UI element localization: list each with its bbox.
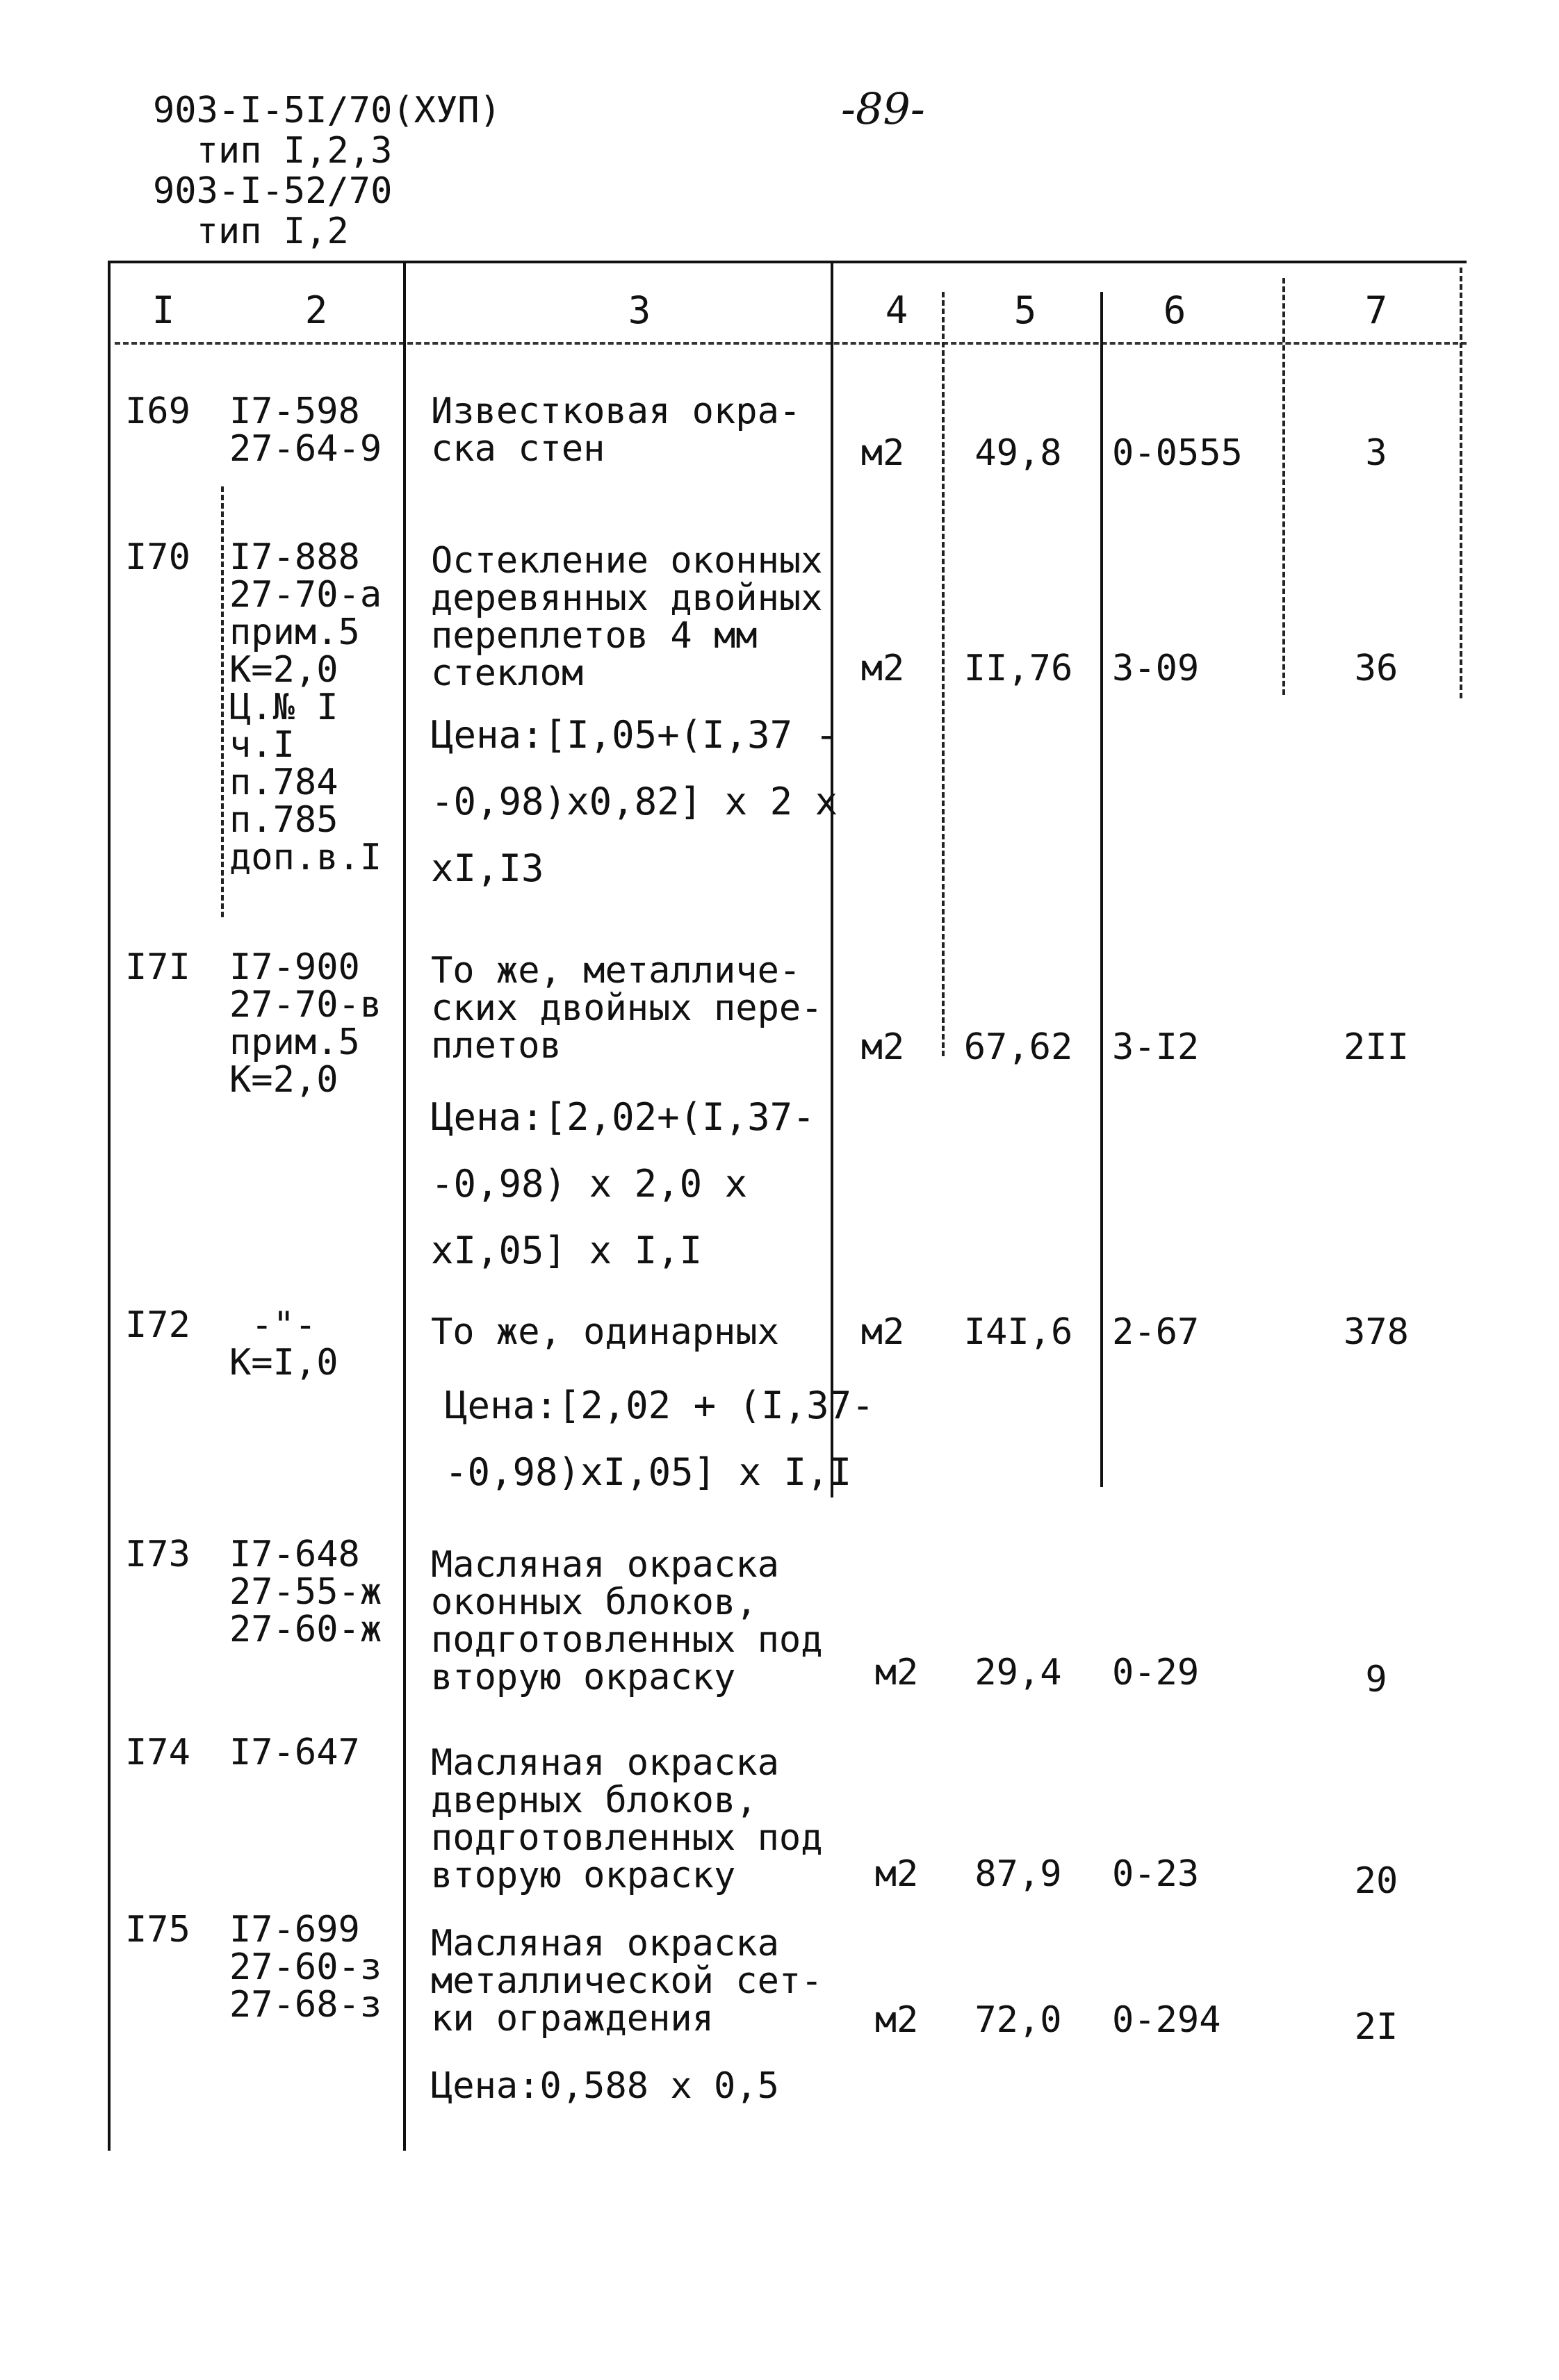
page-number: -89- bbox=[841, 83, 925, 134]
quantity: 29,4 bbox=[974, 1652, 1062, 1693]
price-formula: Цена:[2,02+(I,37- -0,98) х 2,0 х хI,05] х I,I bbox=[431, 1095, 815, 1272]
column-header-3: 3 bbox=[628, 288, 651, 332]
header-line-2: тип I,2,3 bbox=[153, 130, 393, 172]
table-left-border bbox=[108, 261, 111, 2151]
unit: м2 bbox=[874, 1652, 919, 1693]
work-description: То же, металличе- ских двойных пере- плетов bbox=[431, 950, 823, 1067]
unit-price: 0-294 bbox=[1112, 1999, 1221, 2041]
col-divider-6-7 bbox=[1282, 278, 1285, 695]
quantity: 87,9 bbox=[974, 1853, 1062, 1895]
col-divider-1-2 bbox=[221, 486, 224, 917]
column-header-2: 2 bbox=[304, 288, 328, 332]
work-description: Масляная окраска металлической сет- ки ограждения bbox=[431, 1923, 823, 2040]
quantity: I4I,6 bbox=[963, 1311, 1073, 1353]
quantity: 49,8 bbox=[974, 432, 1062, 474]
unit-price: 0-23 bbox=[1112, 1853, 1200, 1895]
row-number: I75 bbox=[125, 1909, 190, 1951]
work-description: Известковая окра- ска стен bbox=[431, 391, 801, 470]
norm-code: I7-888 27-70-а прим.5 К=2,0 Ц.№ I ч.I п.784 п.785 доп.в.I bbox=[229, 536, 382, 878]
row-number: I70 bbox=[125, 536, 190, 578]
norm-code: I7-598 27-64-9 bbox=[229, 391, 382, 470]
unit-price: 2-67 bbox=[1112, 1311, 1200, 1353]
column-header-5: 5 bbox=[1013, 288, 1037, 332]
unit-price: 3-I2 bbox=[1112, 1026, 1200, 1068]
price-formula: Цена:[I,05+(I,37 - -0,98)х0,82] х 2 х хI,I3 bbox=[431, 713, 838, 890]
column-header-4: 4 bbox=[885, 288, 908, 332]
quantity: II,76 bbox=[963, 648, 1073, 689]
table-right-border bbox=[1460, 268, 1462, 698]
table-top-rule bbox=[108, 261, 1467, 263]
quantity: 72,0 bbox=[974, 1999, 1062, 2041]
total: 36 bbox=[1354, 648, 1398, 689]
header-line-4: тип I,2 bbox=[153, 211, 349, 252]
col-divider-4-5 bbox=[942, 292, 945, 1056]
unit-price: 0-0555 bbox=[1112, 432, 1243, 474]
total: 2I bbox=[1354, 2006, 1398, 2048]
price-formula: Цена:[2,02 + (I,37- -0,98)хI,05] х I,I bbox=[445, 1384, 874, 1494]
total: 9 bbox=[1365, 1659, 1387, 1700]
document-header bbox=[153, 90, 501, 252]
norm-code: -"- К=I,0 bbox=[229, 1304, 338, 1384]
row-number: I73 bbox=[125, 1534, 190, 1575]
total: 3 bbox=[1365, 432, 1387, 474]
unit: м2 bbox=[874, 1999, 919, 2041]
row-number: I7I bbox=[125, 946, 190, 988]
work-description: Масляная окраска дверных блоков, подготовленных под вторую окраску bbox=[431, 1742, 823, 1896]
quantity: 67,62 bbox=[963, 1026, 1073, 1068]
total: 20 bbox=[1354, 1860, 1398, 1902]
unit-price: 0-29 bbox=[1112, 1652, 1200, 1693]
norm-code: I7-647 bbox=[229, 1732, 360, 1773]
row-number: I72 bbox=[125, 1304, 190, 1346]
norm-code: I7-900 27-70-в прим.5 К=2,0 bbox=[229, 946, 382, 1101]
unit: м2 bbox=[860, 1026, 905, 1068]
unit-price: 3-09 bbox=[1112, 648, 1200, 689]
unit: м2 bbox=[860, 432, 905, 474]
norm-code: I7-648 27-55-ж 27-60-ж bbox=[229, 1534, 382, 1650]
col-divider-2-3 bbox=[403, 261, 406, 2151]
unit: м2 bbox=[860, 1311, 905, 1353]
work-description: Масляная окраска оконных блоков, подготовленных под вторую окраску bbox=[431, 1544, 823, 1698]
col-divider-5-6 bbox=[1100, 292, 1103, 1487]
header-line-1: 903-I-5I/70(ХУП) bbox=[153, 90, 501, 131]
header-line-3: 903-I-52/70 bbox=[153, 170, 393, 212]
column-header-6: 6 bbox=[1163, 288, 1186, 332]
work-description: Остекление оконных деревянных двойных переплетов 4 мм стеклом bbox=[431, 540, 823, 694]
total: 378 bbox=[1344, 1311, 1409, 1353]
total: 2II bbox=[1344, 1026, 1409, 1068]
column-header-1: I bbox=[152, 288, 175, 332]
column-header-7: 7 bbox=[1364, 288, 1388, 332]
unit: м2 bbox=[860, 648, 905, 689]
row-number: I74 bbox=[125, 1732, 190, 1773]
row-number: I69 bbox=[125, 391, 190, 432]
price-formula: Цена:0,588 х 0,5 bbox=[431, 2065, 779, 2107]
unit: м2 bbox=[874, 1853, 919, 1895]
header-bottom-rule bbox=[115, 342, 1467, 345]
norm-code: I7-699 27-60-з 27-68-з bbox=[229, 1909, 382, 2026]
work-description: То же, одинарных bbox=[431, 1311, 779, 1353]
